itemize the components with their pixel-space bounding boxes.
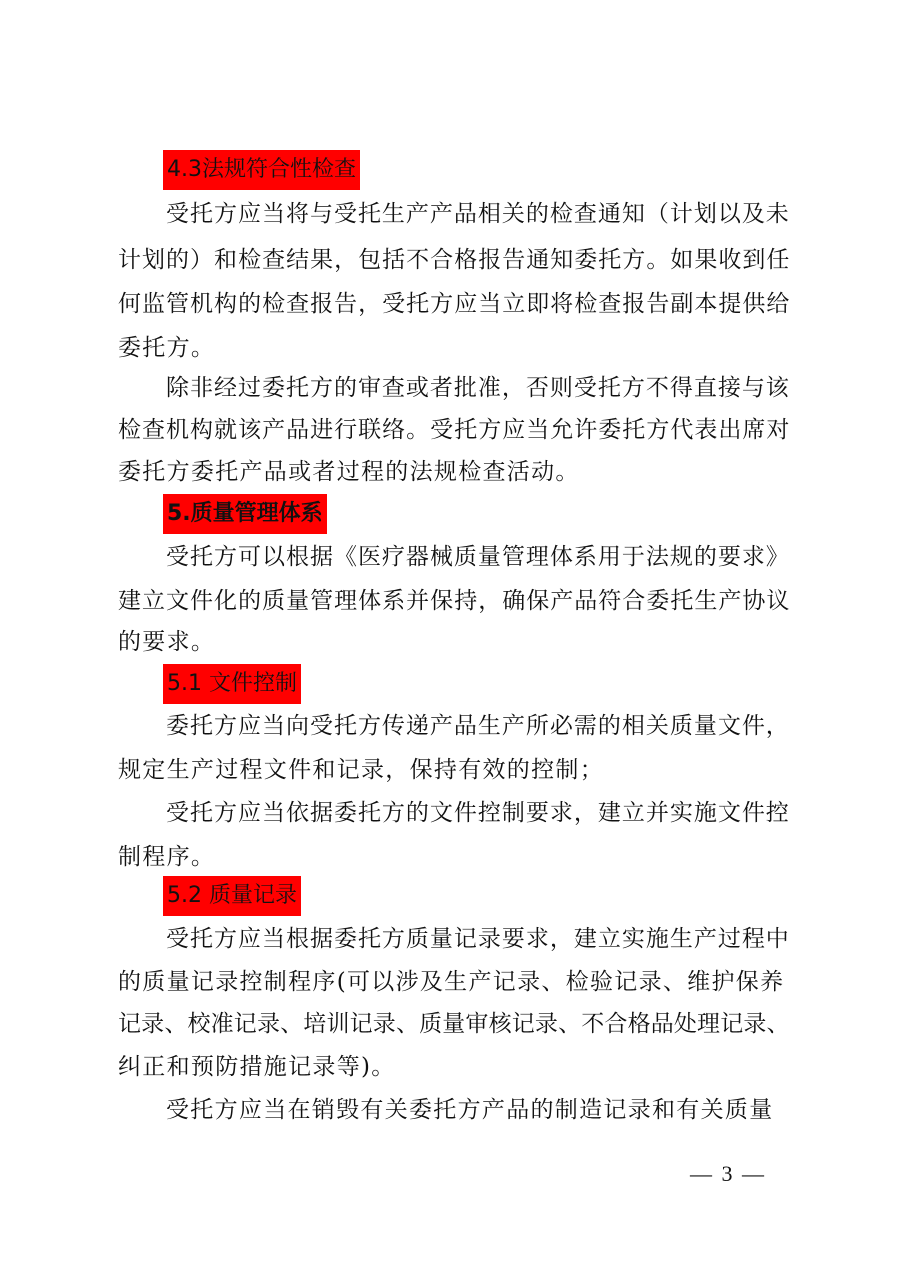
paragraph-line: 受托方应当根据委托方质量记录要求，建立实施生产过程中 xyxy=(166,926,790,952)
paragraph-line: 计划的）和检查结果，包括不合格报告通知委托方。如果收到任 xyxy=(118,247,791,273)
paragraph-line: 制程序。 xyxy=(118,844,216,870)
paragraph-line: 何监管机构的检查报告，受托方应当立即将检查报告副本提供给 xyxy=(118,291,791,317)
paragraph-line: 检查机构就该产品进行联络。受托方应当允许委托方代表出席对 xyxy=(118,417,791,443)
paragraph-line: 的质量记录控制程序(可以涉及生产记录、检验记录、维护保养 xyxy=(118,969,785,995)
paragraph-line: 记录、校准记录、培训记录、质量审核记录、不合格品处理记录、 xyxy=(118,1011,790,1037)
paragraph-line: 受托方应当将与受托生产产品相关的检查通知（计划以及未 xyxy=(166,201,790,227)
paragraph-line: 受托方应当依据委托方的文件控制要求，建立并实施文件控 xyxy=(166,800,790,826)
paragraph-line: 的要求。 xyxy=(118,629,216,655)
section-heading-5-2: 5.2 质量记录 xyxy=(163,876,301,916)
section-heading-4-3: 4.3法规符合性检查 xyxy=(163,150,360,190)
paragraph-line: 受托方可以根据《医疗器械质量管理体系用于法规的要求》 xyxy=(166,544,790,570)
paragraph-line: 委托方委托产品或者过程的法规检查活动。 xyxy=(118,459,580,485)
paragraph-line: 纠正和预防措施记录等)。 xyxy=(118,1054,396,1080)
paragraph-line: 建立文件化的质量管理体系并保持，确保产品符合委托生产协议 xyxy=(118,588,791,614)
paragraph-line: 委托方应当向受托方传递产品生产所必需的相关质量文件， xyxy=(166,713,790,739)
section-heading-5: 5.质量管理体系 xyxy=(163,494,327,534)
paragraph-line: 委托方。 xyxy=(118,335,216,361)
page-number: — 3 — xyxy=(690,1161,766,1186)
paragraph-line: 规定生产过程文件和记录，保持有效的控制； xyxy=(118,757,604,783)
paragraph-line: 除非经过委托方的审查或者批准，否则受托方不得直接与该 xyxy=(166,375,790,401)
paragraph-line: 受托方应当在销毁有关委托方产品的制造记录和有关质量 xyxy=(166,1097,774,1123)
section-heading-5-1: 5.1 文件控制 xyxy=(163,664,301,704)
